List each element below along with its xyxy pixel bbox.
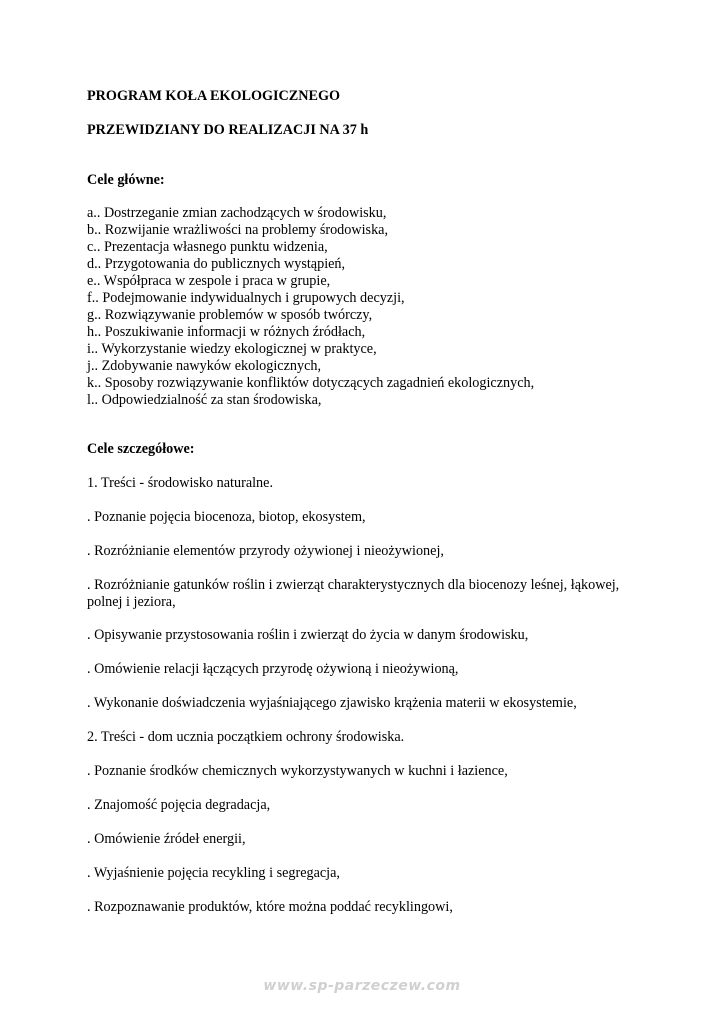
list-item: k.. Sposoby rozwiązywanie konfliktów dotyczących zagadnień ekologicznych,	[87, 375, 535, 391]
paragraph: 1. Treści - środowisko naturalne.	[87, 475, 273, 491]
paragraph: . Rozróżnianie elementów przyrody ożywionej i nieożywionej,	[87, 543, 444, 559]
paragraph: . Rozpoznawanie produktów, które można poddać recyklingowi,	[87, 899, 453, 915]
list-item: c.. Prezentacja własnego punktu widzenia,	[87, 239, 328, 255]
list-item: e.. Współpraca w zespole i praca w grupie,	[87, 273, 331, 289]
list-item: d.. Przygotowania do publicznych wystąpień,	[87, 256, 346, 272]
main-goals-heading: Cele główne:	[87, 172, 165, 188]
paragraph: . Omówienie źródeł energii,	[87, 831, 246, 847]
paragraph: . Poznanie pojęcia biocenoza, biotop, ekosystem,	[87, 509, 366, 525]
paragraph: . Wykonanie doświadczenia wyjaśniającego zjawisko krążenia materii w ekosystemie,	[87, 695, 577, 711]
paragraph: 2. Treści - dom ucznia początkiem ochrony środowiska.	[87, 729, 405, 745]
paragraph: . Znajomość pojęcia degradacja,	[87, 797, 271, 813]
list-item: l.. Odpowiedzialność za stan środowiska,	[87, 392, 322, 408]
paragraph: . Omówienie relacji łączących przyrodę ożywioną i nieożywioną,	[87, 661, 459, 677]
paragraph: . Poznanie środków chemicznych wykorzystywanych w kuchni i łazience,	[87, 763, 508, 779]
paragraph: . Wyjaśnienie pojęcia recykling i segregacja,	[87, 865, 340, 881]
list-item: a.. Dostrzeganie zmian zachodzących w środowisku,	[87, 205, 387, 221]
list-item: g.. Rozwiązywanie problemów w sposób twórczy,	[87, 307, 373, 323]
list-item: i.. Wykorzystanie wiedzy ekologicznej w praktyce,	[87, 341, 377, 357]
paragraph: . Rozróżnianie gatunków roślin i zwierząt charakterystycznych dla biocenozy leśnej, łąkowej, polnej i jeziora,	[87, 577, 620, 610]
title-program: PROGRAM KOŁA EKOLOGICZNEGO	[87, 88, 341, 104]
list-item: f.. Podejmowanie indywidualnych i grupowych decyzji,	[87, 290, 405, 306]
list-item: h.. Poszukiwanie informacji w różnych źródłach,	[87, 324, 366, 340]
detailed-goals-heading: Cele szczegółowe:	[87, 441, 195, 457]
list-item: b.. Rozwijanie wrażliwości na problemy środowiska,	[87, 222, 389, 238]
paragraph: . Opisywanie przystosowania roślin i zwierząt do życia w danym środowisku,	[87, 627, 529, 643]
list-item: j.. Zdobywanie nawyków ekologicznych,	[87, 358, 322, 374]
title-hours: PRZEWIDZIANY DO REALIZACJI NA 37 h	[87, 122, 369, 138]
watermark: www.sp-parzeczew.com	[263, 978, 461, 994]
